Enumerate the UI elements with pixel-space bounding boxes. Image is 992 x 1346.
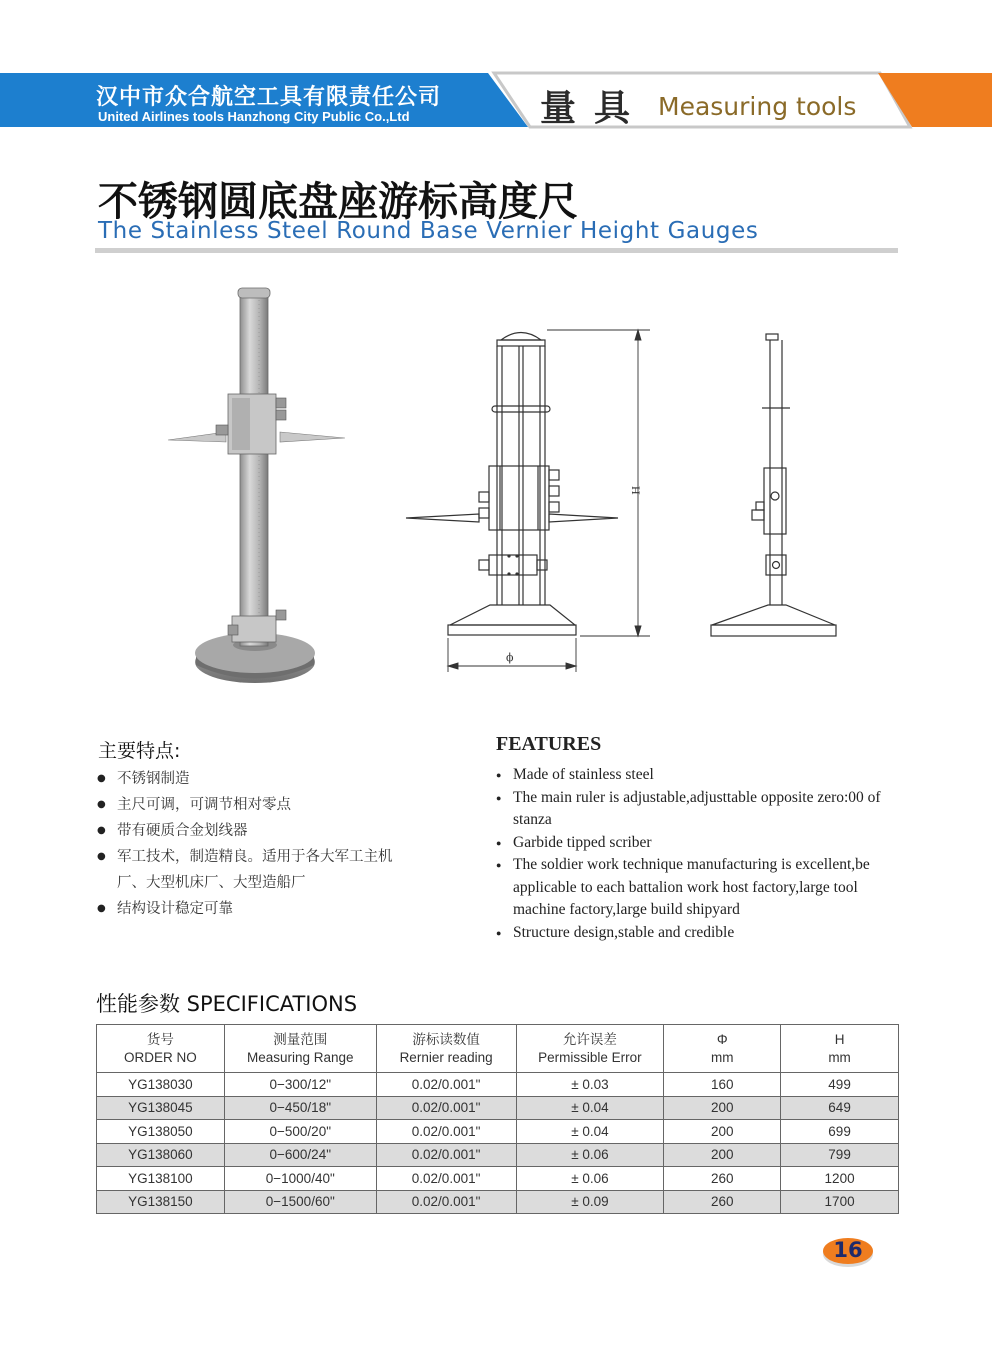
features-list-en bbox=[496, 764, 906, 944]
feature-en-item: ● The soldier work technique manufacturing is excellent,be applicable to each battalion work host factory,large tool machine factory,large build shipyard bbox=[496, 854, 906, 922]
cell-h: 799 bbox=[781, 1143, 899, 1167]
cell-phi: 200 bbox=[664, 1143, 781, 1167]
cell-reading: 0.02/0.001" bbox=[376, 1073, 516, 1097]
feature-en-item: ● Structure design,stable and credible bbox=[496, 922, 906, 945]
cell-phi: 260 bbox=[664, 1167, 781, 1191]
cell-h: 699 bbox=[781, 1120, 899, 1144]
cell-order-no: YG138045 bbox=[97, 1096, 225, 1120]
phi-dimension-label: ϕ bbox=[506, 651, 514, 664]
feature-en-item: ● Made of stainless steel bbox=[496, 764, 906, 787]
cell-reading: 0.02/0.001" bbox=[376, 1096, 516, 1120]
cell-range: 0−300/12" bbox=[224, 1073, 376, 1097]
cell-phi: 200 bbox=[664, 1120, 781, 1144]
cell-range: 0−500/20" bbox=[224, 1120, 376, 1144]
cell-h: 499 bbox=[781, 1073, 899, 1097]
table-row bbox=[97, 1167, 899, 1191]
cell-range: 0−1000/40" bbox=[224, 1167, 376, 1191]
column-header-permissible-error: 允许误差 Permissible Error bbox=[516, 1025, 664, 1073]
cell-order-no: YG138100 bbox=[97, 1167, 225, 1191]
column-header-phi: Φ mm bbox=[664, 1025, 781, 1073]
column-header-vernier-reading: 游标读数值 Rernier reading bbox=[376, 1025, 516, 1073]
cell-error: ± 0.03 bbox=[516, 1073, 664, 1097]
product-title-en: The Stainless Steel Round Base Vernier Height Gauges bbox=[98, 218, 759, 244]
features-heading-en: FEATURES bbox=[496, 733, 602, 755]
product-photo bbox=[160, 280, 360, 690]
feature-cn-item: ● 带有硬质合金划线器 bbox=[97, 818, 437, 844]
cell-reading: 0.02/0.001" bbox=[376, 1120, 516, 1144]
category-en: Measuring tools bbox=[658, 92, 857, 121]
table-row bbox=[97, 1073, 899, 1097]
cell-error: ± 0.09 bbox=[516, 1190, 664, 1214]
cell-range: 0−1500/60" bbox=[224, 1190, 376, 1214]
column-header-measuring-range: 测量范围 Measuring Range bbox=[224, 1025, 376, 1073]
feature-cn-item: ● 军工技术，制造精良。适用于各大军工主机厂、大型机床厂、大型造船厂 bbox=[97, 844, 417, 896]
technical-drawing-side bbox=[700, 320, 840, 650]
features-heading-cn: 主要特点: bbox=[98, 740, 181, 762]
table-header-row bbox=[97, 1025, 899, 1073]
cell-reading: 0.02/0.001" bbox=[376, 1167, 516, 1191]
cell-order-no: YG138150 bbox=[97, 1190, 225, 1214]
cell-phi: 160 bbox=[664, 1073, 781, 1097]
specifications-table bbox=[96, 1024, 899, 1214]
company-name-cn: 汉中市众合航空工具有限责任公司 bbox=[96, 84, 442, 110]
table-row bbox=[97, 1190, 899, 1214]
feature-en-item: ● Garbide tipped scriber bbox=[496, 832, 906, 855]
company-name-en: United Airlines tools Hanzhong City Public Co.,Ltd bbox=[98, 109, 410, 124]
features-list-cn bbox=[97, 766, 437, 922]
cell-error: ± 0.04 bbox=[516, 1096, 664, 1120]
feature-en-item: ● The main ruler is adjustable,adjusttable opposite zero:00 of stanza bbox=[496, 787, 906, 832]
title-divider bbox=[95, 248, 898, 253]
cell-h: 1700 bbox=[781, 1190, 899, 1214]
specifications-heading: 性能参数 SPECIFICATIONS bbox=[96, 992, 358, 1016]
cell-error: ± 0.06 bbox=[516, 1143, 664, 1167]
cell-error: ± 0.04 bbox=[516, 1120, 664, 1144]
feature-cn-item: ● 不锈钢制造 bbox=[97, 766, 437, 792]
category-cn: 量具 bbox=[540, 87, 649, 129]
cell-range: 0−600/24" bbox=[224, 1143, 376, 1167]
cell-phi: 260 bbox=[664, 1190, 781, 1214]
h-dimension-label: H bbox=[629, 486, 643, 495]
cell-h: 1200 bbox=[781, 1167, 899, 1191]
column-header-h: H mm bbox=[781, 1025, 899, 1073]
page-number: 16 bbox=[833, 1238, 863, 1262]
product-title-cn: 不锈钢圆底盘座游标高度尺 bbox=[98, 179, 578, 225]
cell-phi: 200 bbox=[664, 1096, 781, 1120]
cell-error: ± 0.06 bbox=[516, 1167, 664, 1191]
cell-order-no: YG138050 bbox=[97, 1120, 225, 1144]
cell-range: 0−450/18" bbox=[224, 1096, 376, 1120]
technical-drawing-front bbox=[400, 320, 660, 680]
cell-order-no: YG138030 bbox=[97, 1073, 225, 1097]
cell-order-no: YG138060 bbox=[97, 1143, 225, 1167]
feature-cn-item: ● 结构设计稳定可靠 bbox=[97, 896, 437, 922]
table-row bbox=[97, 1143, 899, 1167]
table-row bbox=[97, 1120, 899, 1144]
column-header-order-no: 货号 ORDER NO bbox=[97, 1025, 225, 1073]
cell-reading: 0.02/0.001" bbox=[376, 1143, 516, 1167]
feature-cn-item: ● 主尺可调，可调节相对零点 bbox=[97, 792, 437, 818]
table-row bbox=[97, 1096, 899, 1120]
cell-h: 649 bbox=[781, 1096, 899, 1120]
cell-reading: 0.02/0.001" bbox=[376, 1190, 516, 1214]
